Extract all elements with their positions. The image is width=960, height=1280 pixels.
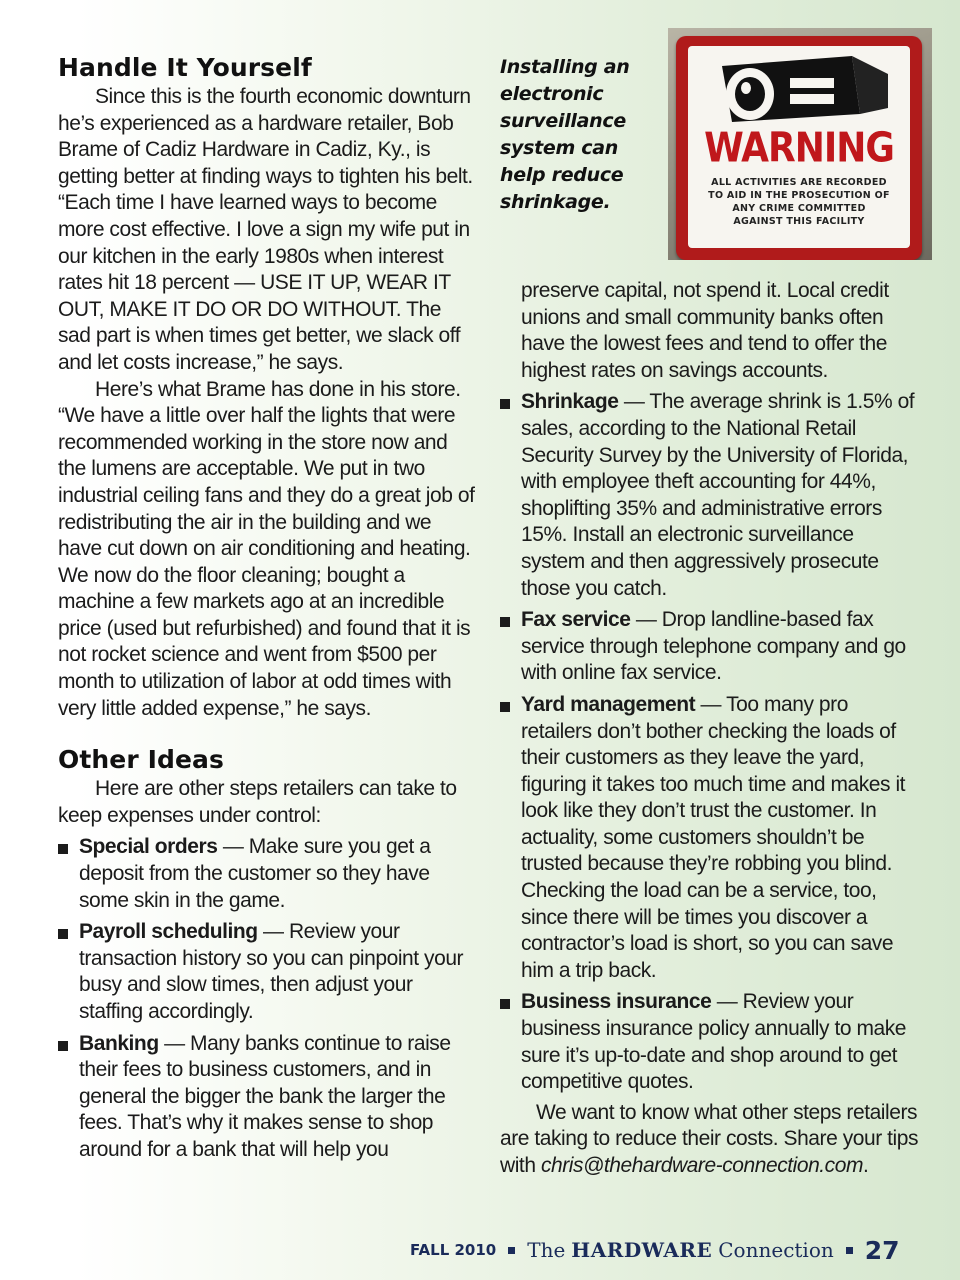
banking-continuation: preserve capital, not spend it. Local credit unions and small community banks often have the lowest fees and tend to offer the highest rates on savings accounts. [521, 279, 889, 382]
body-paragraph: Since this is the fourth economic downturn he’s experienced as a hardware retailer, Bob Brame of Cadiz Hardware in Cadiz, Ky., is getting better at finding ways to tighten his belt. “Each time I have learned ways to become more cost effective. I love a sign my wife put in our kitchen in the early 1980s when interest rates hit 18 percent — USE IT UP, WEAR IT OUT, MAKE IT DO OR DO WITHOUT. The sad part is when times get better, we slack off and let costs increase,” he says. [58, 85, 473, 374]
closing-text: We want to know what other steps retailers are taking to reduce their costs. Share your tips with [500, 1100, 919, 1177]
list-item-yard-management [500, 692, 920, 985]
publication-hardware: HARDWARE [571, 1238, 713, 1262]
surveillance-sign-photo [668, 28, 932, 260]
list-item-special-orders [58, 834, 478, 914]
list-text: — Review your business insurance policy annually to make sure it’s up-to-date and shop around to get competitive quotes. [521, 990, 906, 1094]
body-paragraph: Here’s what Brame has done in his store. “We have a little over half the lights that were recommended working in the store now and the lumens are acceptable. We put in two industrial ceiling fans and they do a great job of redistributing the air in the building and we have cut down on air conditioning and heating. We now do the floor cleaning; bought a machine a few markets ago at an incredible price (used but refurbished) and found that it is not rocket science and went from $500 per month to utilization of labor at odd times with very little added expense,” he says. [58, 377, 475, 720]
ideas-list [58, 834, 478, 1163]
list-item-shrinkage [500, 389, 920, 602]
publication-the: The [527, 1238, 566, 1262]
section-heading-handle-it-yourself: Handle It Yourself [58, 53, 312, 82]
closing-paragraph [500, 1100, 920, 1180]
list-text: — Drop landline-based fax service through telephone company and go with online fax service. [521, 608, 906, 685]
page-number: 27 [864, 1235, 900, 1265]
list-term: Payroll scheduling [79, 920, 258, 944]
list-term: Business insurance [521, 990, 712, 1014]
list-text: — Review your transaction history so you can pinpoint your busy and slow times, then adjust your staffing accordingly. [79, 920, 464, 1023]
photo-caption: Installing an electronic surveillance system can help reduce shrinkage. [500, 56, 630, 213]
closing-end: . [863, 1154, 869, 1177]
intro-paragraph: Here are other steps retailers can take to keep expenses under control: [58, 777, 457, 827]
list-term: Shrinkage [521, 390, 619, 414]
ideas-list-continued [500, 389, 920, 1095]
list-term: Special orders [79, 835, 218, 859]
list-term: Yard management [521, 692, 696, 716]
list-item-banking [58, 1031, 478, 1164]
list-term: Banking [79, 1031, 159, 1055]
list-text: — Too many pro retailers don’t bother checking the loads of their customers as they leave the yard, figuring it takes too much time and makes it look like they don’t trust the customer. In actuality, some customers shouldn’t be trusted because they’re robbing you blind. Checking the load can be a service, too, since there will be times you discover a contractor’s load is short, so you can save him a trip back. [521, 692, 906, 982]
list-text: — Make sure you get a deposit from the customer so they have some skin in the game. [79, 835, 431, 912]
left-column [58, 52, 478, 1164]
publication-connection: Connection [718, 1238, 834, 1262]
footer-separator [508, 1247, 515, 1254]
issue-date: FALL 2010 [410, 1241, 497, 1259]
section-heading-other-ideas: Other Ideas [58, 745, 224, 775]
list-text: — The average shrink is 1.5% of sales, according to the National Retail Security Survey by the University of Florida, with employee theft accounting for 44%, shoplifting 35% and administrative errors 15%. Install an electronic surveillance system and then aggressively prosecute those you catch. [521, 390, 915, 600]
list-item-fax-service [500, 607, 920, 687]
right-column [500, 278, 920, 1180]
page-footer [410, 1234, 900, 1266]
list-item-business-insurance [500, 989, 920, 1095]
list-text: — Many banks continue to raise their fees to business customers, and in general the bigger the bank the larger the fees. That’s why it makes sense to shop around for a bank that will help you [79, 1031, 451, 1161]
warning-sign-text: ALL ACTIVITIES ARE RECORDED TO AID IN THE PROSECUTION OF ANY CRIME COMMITTED AGAINST THIS FACILITY [708, 177, 890, 227]
warning-sign [676, 36, 922, 260]
contact-email-link[interactable]: chris@thehardware-connection.com [540, 1154, 864, 1177]
footer-separator [846, 1247, 853, 1254]
security-camera-icon [702, 52, 898, 132]
warning-sign-title: WARNING [704, 124, 894, 173]
list-item-payroll-scheduling [58, 919, 478, 1025]
warning-sign-face [688, 46, 910, 248]
list-term: Fax service [521, 608, 631, 632]
